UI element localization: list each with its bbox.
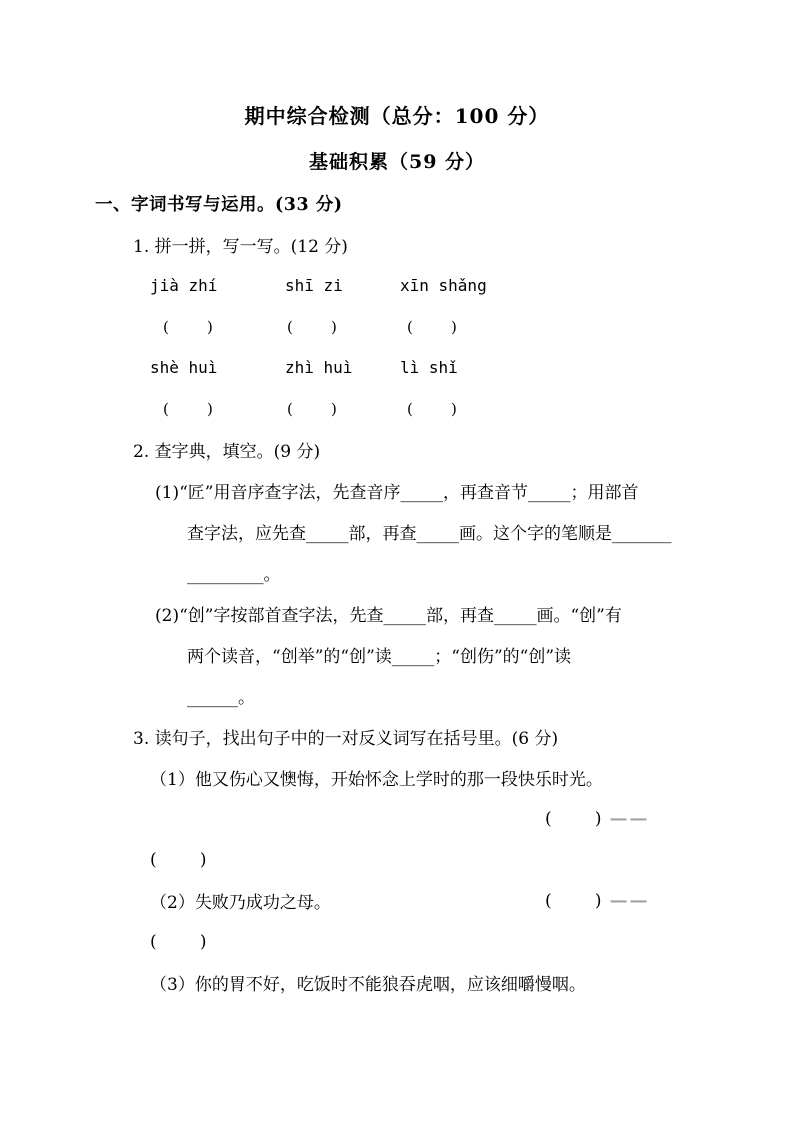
q3-item2-text: （2）失败乃成功之母。 [150, 893, 331, 913]
answer-blank[interactable]: ( ) [407, 317, 457, 336]
q2-item1-line3: _________。 [187, 565, 281, 585]
q3-item2-answer-line2 [95, 921, 715, 962]
question-2-title: 2. 查字典，填空。(9 分) [133, 442, 321, 462]
answer-blank[interactable]: ( ) [545, 890, 602, 911]
pinyin-word: jià zhí [150, 276, 218, 295]
question-1-title: 1. 拼一拼，写一写。(12 分) [133, 237, 348, 257]
q3-item1-answer-line2 [95, 839, 715, 880]
exam-body [95, 224, 715, 1003]
question-3-title: 3. 读句子，找出句子中的一对反义词写在括号里。(6 分) [133, 729, 559, 749]
antonym-dash: —— [609, 890, 650, 911]
q3-item1-text: （1）他又伤心又懊悔，开始怀念上学时的那一段快乐时光。 [150, 770, 603, 790]
q2-item2-line2: 两个读音，“创举”的“创”读_____；“创伤”的“创”读 [187, 647, 572, 667]
q3-item1-answer-line [95, 798, 715, 839]
q2-item2-line1: (2)“创”字按部首查字法，先查_____部，再查_____画。“创”有 [155, 606, 622, 626]
answer-blank[interactable]: ( ) [150, 849, 207, 870]
answer-paren-row-1 [95, 306, 715, 347]
antonym-dash: —— [609, 808, 650, 829]
part1-heading: 一、字词书写与运用。(33 分) [95, 195, 343, 215]
answer-blank[interactable]: ( ) [407, 399, 457, 418]
page-title: 期中综合检测（总分：100 分） [244, 104, 550, 128]
answer-blank[interactable]: ( ) [287, 317, 337, 336]
pinyin-row-2 [95, 347, 715, 388]
q3-item3-text: （3）你的胃不好，吃饭时不能狼吞虎咽，应该细嚼慢咽。 [150, 975, 586, 995]
pinyin-word: shè huì [150, 358, 218, 377]
q3-item2-answer-group [545, 880, 650, 921]
answer-blank[interactable]: ( ) [150, 931, 207, 952]
pinyin-word: xīn shǎng [400, 276, 487, 295]
section-subtitle: 基础积累（59 分） [308, 151, 486, 173]
answer-blank[interactable]: ( ) [163, 399, 213, 418]
answer-blank[interactable]: ( ) [545, 808, 602, 829]
answer-paren-row-2 [95, 388, 715, 429]
answer-blank[interactable]: ( ) [163, 317, 213, 336]
pinyin-word: lì shǐ [400, 358, 458, 377]
q2-item1-line1: (1)“匠”用音序查字法，先查音序_____，再查音节_____；用部首 [155, 483, 639, 503]
q2-item2-line3: ______。 [187, 688, 255, 708]
pinyin-word: shī zi [285, 276, 343, 295]
pinyin-row-1 [95, 265, 715, 306]
q2-item1-line2: 查字法，应先查_____部，再查_____画。这个字的笔顺是_______ [187, 524, 672, 544]
q3-item2-line [95, 880, 715, 921]
pinyin-word: zhì huì [285, 358, 353, 377]
answer-blank[interactable]: ( ) [287, 399, 337, 418]
